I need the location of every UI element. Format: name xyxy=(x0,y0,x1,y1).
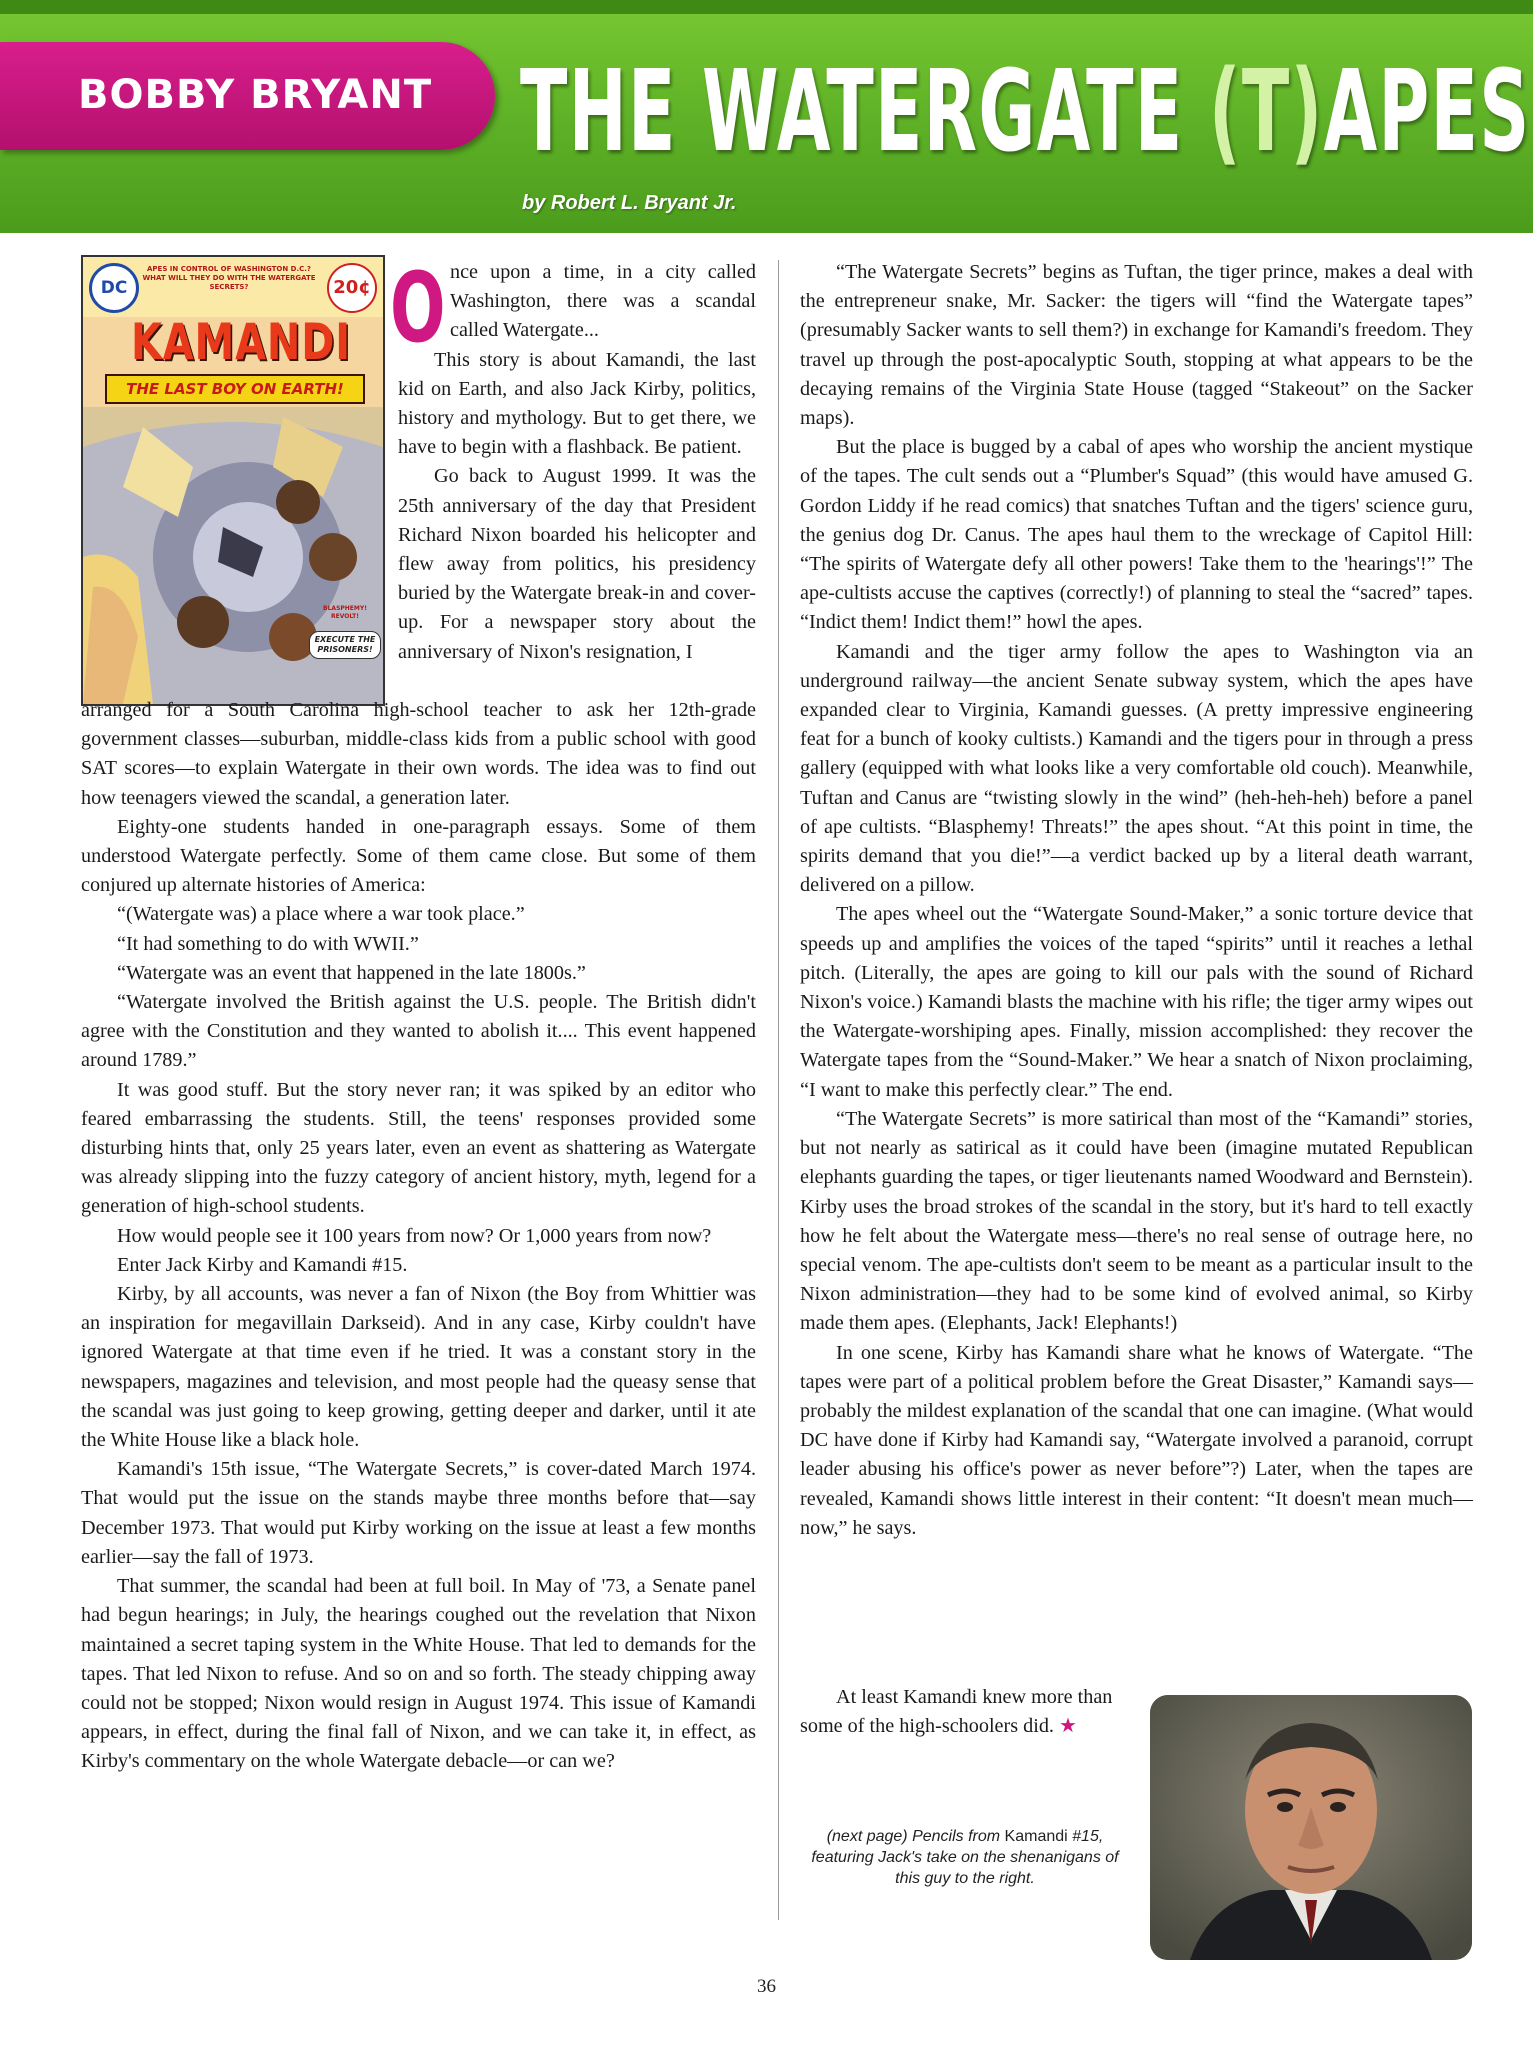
closing-paragraph xyxy=(800,1683,1122,1741)
title-part-2: APES xyxy=(1323,47,1531,177)
body-paragraph: “The Watergate Secrets” is more satirical than most of the “Kamandi” stories, but not nearly as satirical as it could have been (imagine mutated Republican elephants guarding the tapes, or tiger lieutenants named Woodward and Bernstein). Kirby uses the broad strokes of the scandal in the story, but it's hard to tell exactly how he felt about the Watergate mess—there's no real sense of outrage here, no special venom. The ape-cultists don't seem to be meant as a particular insult to the Nixon administration—they had to be some kind of evolved animal, so Kirby made them apes. (Elephants, Jack! Elephants!) xyxy=(800,1107,1473,1335)
cover-speech-balloon: EXECUTE THE PRISONERS! xyxy=(309,631,381,659)
closing-text: At least Kamandi knew more than some of the high-schoolers did. xyxy=(800,1686,1113,1738)
cover-price: 20¢ xyxy=(327,263,377,313)
student-quote: “Watergate involved the British against the U.S. people. The British didn't agree with the Constitution and they wanted to abolish it.... This event happened around 1789.” xyxy=(81,991,756,1072)
body-paragraph: Kamandi's 15th issue, “The Watergate Secrets,” is cover-dated March 1974. That would put the issue on the stands maybe three months before that—say December 1973. That would put Kirby working on the issue at least a few months earlier—say the fall of 1973. xyxy=(81,1458,756,1568)
left-column xyxy=(81,696,756,1777)
student-quote: “It had something to do with WWII.” xyxy=(117,932,419,955)
portrait-illustration xyxy=(1150,1695,1472,1960)
star-icon: ★ xyxy=(1059,1715,1077,1738)
right-column xyxy=(800,258,1473,1543)
intro-paragraph: Go back to August 1999. It was the 25th anniversary of the day that President Richard Nixon boarded his helicopter and flew away from politics, his presidency buried by the Watergate break-in and cover-up. For a newspaper story about the anniversary of Nixon's resignation, I xyxy=(398,465,756,663)
intro-text-block xyxy=(398,258,756,667)
title-accent: (T) xyxy=(1208,47,1324,177)
byline: by Robert L. Bryant Jr. xyxy=(522,192,737,214)
student-quote: “(Watergate was) a place where a war took place.” xyxy=(117,903,525,926)
body-paragraph: But the place is bugged by a cabal of apes who worship the ancient mystique of the tapes. The cult sends out a “Plumber's Squad” (this would have amused G. Gordon Liddy if he read comics) that snatches Tuftan and the tigers' science guru, the genius dog Dr. Canus. The apes haul them to the wreckage of Capitol Hill: “The spirits of Watergate defy all other powers! Take them to the 'hearings'!” The ape-cultists accuse the captives (correctly!) of planning to steal the “sacred” tapes. “Indict them! Indict them!” howl the apes. xyxy=(800,436,1473,634)
caption-title: Kamandi xyxy=(1004,1828,1068,1845)
caption-lead: (next page) Pencils from xyxy=(826,1828,1005,1845)
body-paragraph: Kamandi and the tiger army follow the apes to Washington via an underground railway—the ancient Senate subway system, which the apes have expanded clear to Virginia, Kamandi guesses. (A pretty impressive engineering feat for a bunch of kooky cultists.) Kamandi and the tigers pour in through a press gallery (equipped with what looks like a very comfortable old couch). Meanwhile, Tuftan and Canus are “twisting slowly in the wind” (heh-heh-heh) before a panel of ape cultists. “Blasphemy! Threats!” the apes shout. “At this point in time, the spirits demand that you die!”—a verdict backed up by a literal death warrant, delivered on a pillow. xyxy=(800,640,1473,897)
cover-blurb: APES IN CONTROL OF WASHINGTON D.C.? WHAT WILL THEY DO WITH THE WATERGATE SECRETS? xyxy=(142,265,316,291)
body-paragraph: Eighty-one students handed in one-paragraph essays. Some of them understood Watergate perfectly. Some of them came close. But some of them conjured up alternate histories of America: xyxy=(81,815,756,897)
intro-paragraph: nce upon a time, in a city called Washington, there was a scandal called Watergate... xyxy=(450,261,756,342)
section-label: BOBBY BRYANT xyxy=(78,72,433,118)
drop-cap: O xyxy=(390,252,446,364)
body-paragraph: Enter Jack Kirby and Kamandi #15. xyxy=(117,1253,408,1276)
body-paragraph: How would people see it 100 years from now? Or 1,000 years from now? xyxy=(117,1224,712,1247)
cover-logo: KAMANDI xyxy=(131,313,351,371)
photo-caption xyxy=(800,1826,1130,1889)
body-paragraph: That summer, the scandal had been at full boil. In May of '73, a Senate panel had begun hearings; in July, the hearings coughed out the revelation that Nixon maintained a secret taping system in the White House. That led to demands for the tapes. That led Nixon to refuse. And so on and so forth. The steady chipping away could not be stopped; Nixon would resign in August 1974. This issue of Kamandi appears, in effect, during the final fall of Nixon, and we can take it, in effect, as Kirby's commentary on the whole Watergate debacle—or can we? xyxy=(81,1575,756,1773)
column-divider xyxy=(778,260,779,1920)
article-title xyxy=(520,47,1531,177)
cover-subtitle: THE LAST BOY ON EARTH! xyxy=(105,374,365,404)
page-number: 36 xyxy=(757,1976,776,1997)
caption-rest: #15, featuring Jack's take on the shenanigans of this guy to the right. xyxy=(811,1828,1119,1887)
student-quote: “Watergate was an event that happened in the late 1800s.” xyxy=(117,961,586,984)
body-paragraph: “The Watergate Secrets” begins as Tuftan, the tiger prince, makes a deal with the entrepreneur snake, Mr. Sacker: the tigers will “find the Watergate tapes” (presumably Sacker wants to sell them?) in exchange for Kamandi's freedom. They travel up through the post-apocalyptic South, stopping at what appears to be the decaying remains of the Virginia State House (tagged “Stakeout” on the Sacker maps). xyxy=(800,261,1473,430)
intro-paragraph: This story is about Kamandi, the last kid on Earth, and also Jack Kirby, politics, history and mythology. But to get there, we have to begin with a flashback. Be patient. xyxy=(398,348,756,459)
section-tab xyxy=(0,42,495,150)
body-paragraph: The apes wheel out the “Watergate Sound-Maker,” a sonic torture device that speeds up and amplifies the voices of the taped “spirits” until it reaches a lethal pitch. (Literally, the apes are going to kill our pals with the sound of Richard Nixon's voice.) Kamandi blasts the machine with his rifle; the tiger army wipes out the Watergate-worshiping apes. Finally, mission accomplished: they recover the Watergate tapes from the “Sound-Maker.” We hear a snatch of Nixon proclaiming, “I want to make this perfectly clear.” The end. xyxy=(800,903,1473,1101)
nixon-photo xyxy=(1150,1695,1472,1960)
body-paragraph: arranged for a South Carolina high-school teacher to ask her 12th-grade government classes—suburban, middle-class kids from a public school with good SAT scores—to explain Watergate in their own words. The idea was to find out how teenagers viewed the scandal, a generation later. xyxy=(81,699,756,809)
title-part-1: THE WATERGATE xyxy=(520,47,1209,177)
banner-stripe xyxy=(0,0,1533,14)
body-paragraph: In one scene, Kirby has Kamandi share what he knows of Watergate. “The tapes were part of a political problem before the Great Disaster,” Kamandi says—probably the mildest explanation of the scandal that one can imagine. (What would DC have done if Kirby had Kamandi say, “Watergate involved a paranoid, corrupt leader abusing his office's power as never before”?) Later, when the tapes are revealed, Kamandi shows little interest in their content: “It doesn't mean much—now,” he says. xyxy=(800,1341,1473,1539)
dc-logo: DC xyxy=(89,263,139,313)
kamandi-cover-image xyxy=(81,255,385,706)
body-paragraph: It was good stuff. But the story never ran; it was spiked by an editor who feared embarrassing the students. Still, the teens' responses provided some disturbing hints that, only 25 years later, even an event as shattering as Watergate was already slipping into the fuzzy category of ancient history, myth, legend for a generation of high-school students. xyxy=(81,1078,756,1218)
body-paragraph: Kirby, by all accounts, was never a fan of Nixon (the Boy from Whittier was an inspiration for megavillain Darkseid). And in any case, Kirby couldn't have ignored Watergate at that time even if he tried. It was a constant story in the newspapers, magazines and television, and most people had the queasy sense that the scandal was just going to keep growing, getting deeper and darker, until it ate the White House like a black hole. xyxy=(81,1283,756,1452)
cover-artwork xyxy=(83,407,383,704)
closing-block xyxy=(800,1683,1122,1741)
cover-scream-text: BLASPHEMY! REVOLT! xyxy=(323,605,367,620)
header-banner xyxy=(0,0,1533,233)
